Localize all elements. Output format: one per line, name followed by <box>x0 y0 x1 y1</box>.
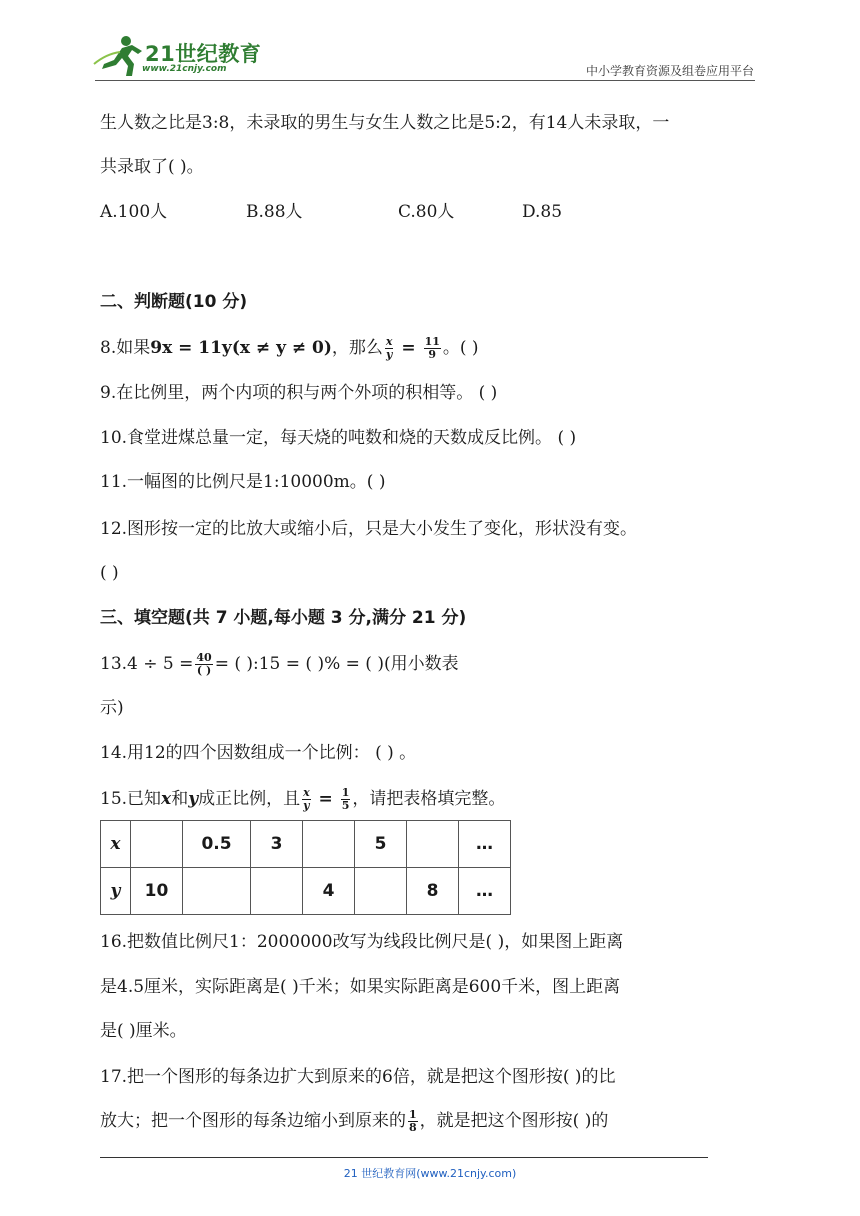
table-cell <box>303 821 355 868</box>
q16-line1: 16.把数值比例尺1：2000000改写为线段比例尺是( )，如果图上距离 <box>100 932 624 952</box>
q13-frac-den: ( ) <box>196 664 212 677</box>
q9: 9.在比例里，两个内项的积与两个外项的积相等。 ( ) <box>100 383 498 403</box>
q8-frac2-num: 11 <box>424 335 440 348</box>
q15-frac2-den: 5 <box>341 799 350 812</box>
q8-frac-num: x <box>385 335 393 348</box>
table-cell: 0.5 <box>183 821 251 868</box>
table-cell: 5 <box>355 821 407 868</box>
q7-option-c: C.80人 <box>398 202 455 222</box>
table-row-x <box>101 821 511 868</box>
q10: 10.食堂进煤总量一定，每天烧的吨数和烧的天数成反比例。 ( ) <box>100 428 577 448</box>
q13-fraction <box>195 652 212 677</box>
q8-eq: = <box>395 338 422 358</box>
q13-line2: 示) <box>100 698 124 718</box>
q15-prefix: 15.已知 <box>100 789 162 809</box>
table-cell: … <box>459 821 511 868</box>
q7-option-a: A.100人 <box>100 202 168 222</box>
q15-eq: = <box>312 789 339 809</box>
table-cell <box>355 868 407 915</box>
q15-suffix: ，请把表格填完整。 <box>352 789 506 809</box>
q12-line1: 12.图形按一定的比放大或缩小后，只是大小发生了变化，形状没有变。 <box>100 519 638 539</box>
q8-fraction-xy <box>385 336 394 361</box>
q17-line2-b: ，就是把这个图形按( )的 <box>419 1111 609 1131</box>
q13-rest: = ( ):15 = ( )% = ( )(用小数表 <box>214 654 459 674</box>
running-figure-icon <box>92 34 144 78</box>
q13-frac-num: 40 <box>196 651 212 664</box>
q7-line1: 生人数之比是3:8，未录取的男生与女生人数之比是5:2，有14人未录取，一 <box>100 113 670 133</box>
header-divider <box>95 80 755 81</box>
q8-frac-den: y <box>385 348 393 361</box>
table-cell <box>131 821 183 868</box>
logo <box>92 34 267 80</box>
q8-prefix: 8.如果 <box>100 338 151 358</box>
q12-line2: ( ) <box>100 563 119 583</box>
q8-mid: ，那么 <box>331 338 383 358</box>
proportion-table <box>100 820 511 915</box>
q16-line3: 是( )厘米。 <box>100 1021 187 1041</box>
q15 <box>100 787 505 812</box>
q17-frac-den: 8 <box>409 1121 417 1134</box>
q17-fraction <box>408 1109 418 1134</box>
q15-x: x <box>161 789 172 809</box>
q15-fraction-xy <box>302 787 311 812</box>
q16-line2: 是4.5厘米，实际距离是( )千米；如果实际距离是600千米，图上距离 <box>100 977 621 997</box>
q17-line1: 17.把一个图形的每条边扩大到原来的6倍，就是把这个图形按( )的比 <box>100 1067 616 1087</box>
footer-divider <box>100 1157 708 1158</box>
table-cell: 10 <box>131 868 183 915</box>
table-cell: y <box>101 868 131 915</box>
table-cell <box>407 821 459 868</box>
logo-text: 21世纪教育 <box>145 42 262 66</box>
q11: 11.一幅图的比例尺是1:10000m。( ) <box>100 472 386 492</box>
table-cell: x <box>101 821 131 868</box>
section2-title: 二、判断题(10 分) <box>100 292 248 312</box>
q8-fraction-11-9 <box>424 336 441 361</box>
q17-line2 <box>100 1109 608 1134</box>
q7-options <box>100 201 700 223</box>
q13 <box>100 652 459 677</box>
q8-suffix: 。( ) <box>442 338 479 358</box>
table-cell <box>251 868 303 915</box>
table-row-y <box>101 868 511 915</box>
header-platform-text: 中小学教育资源及组卷应用平台 <box>585 64 754 78</box>
q15-y: y <box>188 789 199 809</box>
q8-frac2-den: 9 <box>428 348 437 361</box>
q13-prefix: 13.4 ÷ 5 = <box>100 654 194 674</box>
table-cell: 4 <box>303 868 355 915</box>
q15-frac-num: x <box>303 786 310 799</box>
q14: 14.用12的四个因数组成一个比例： ( ) 。 <box>100 743 417 763</box>
footer-text[interactable]: 21 世纪教育网(www.21cnjy.com) <box>343 1167 517 1180</box>
q15-and: 和 <box>171 789 189 809</box>
table-cell: 8 <box>407 868 459 915</box>
q15-frac-den: y <box>303 799 310 812</box>
q17-line2-a: 放大；把一个图形的每条边缩小到原来的 <box>100 1111 406 1131</box>
q8 <box>100 336 479 361</box>
q15-fraction-1-5 <box>341 787 351 812</box>
table-cell: … <box>459 868 511 915</box>
q8-math: 9x = 11y(x ≠ y ≠ 0) <box>150 338 332 358</box>
q7-line2: 共录取了( )。 <box>100 157 204 177</box>
section3-title: 三、填空题(共 7 小题,每小题 3 分,满分 21 分) <box>100 608 467 628</box>
q15-mid: 成正比例，且 <box>198 789 301 809</box>
q7-option-d: D.85 <box>522 202 563 222</box>
table-cell: 3 <box>251 821 303 868</box>
q17-frac-num: 1 <box>409 1108 417 1121</box>
logo-url: www.21cnjy.com <box>142 64 227 74</box>
q7-option-b: B.88人 <box>246 202 303 222</box>
table-cell <box>183 868 251 915</box>
q15-frac2-num: 1 <box>341 786 350 799</box>
